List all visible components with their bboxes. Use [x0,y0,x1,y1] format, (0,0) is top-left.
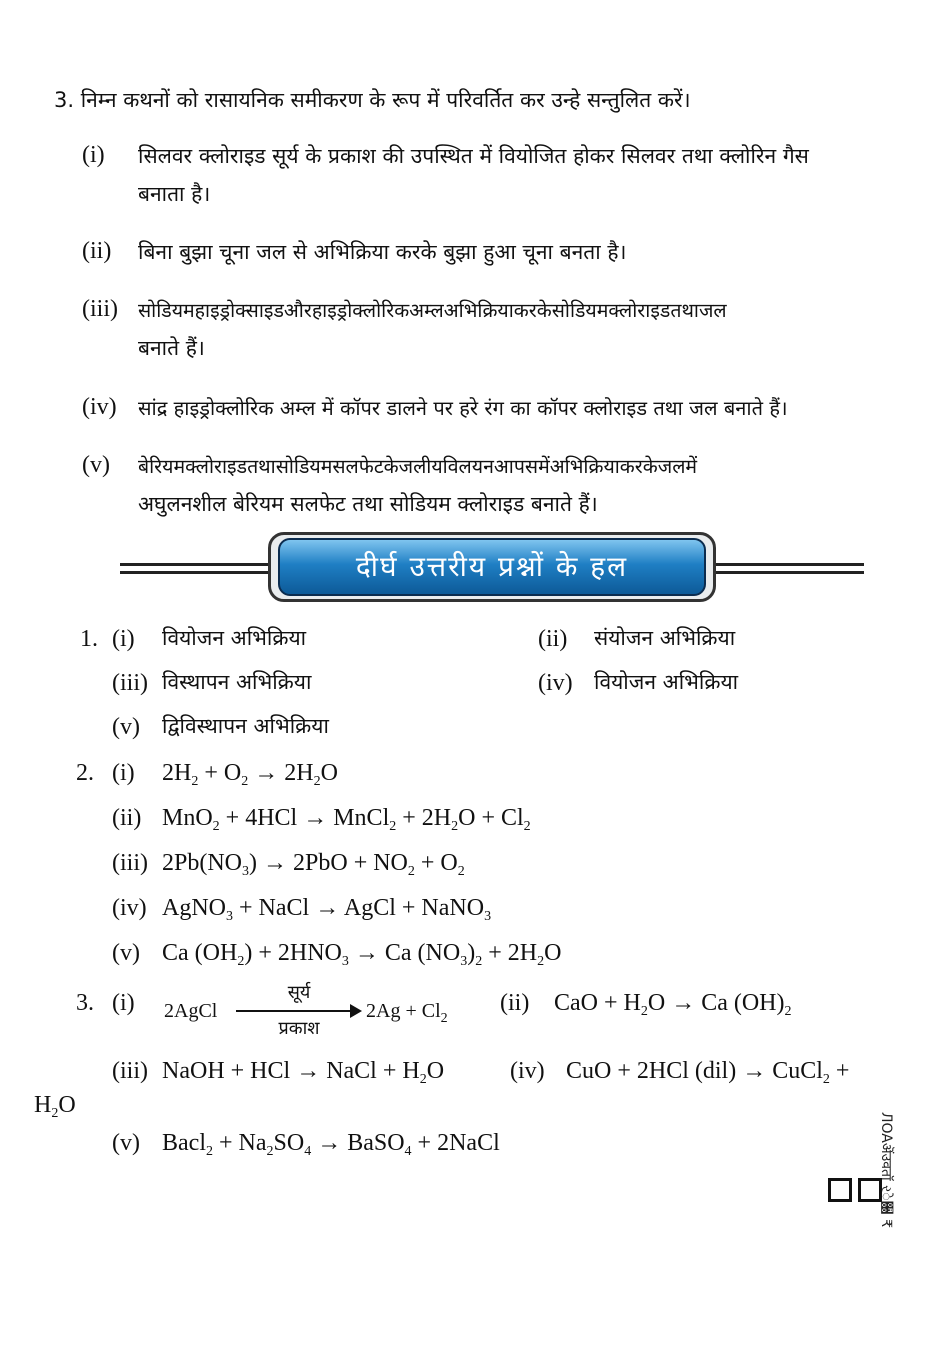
answer-number: 2. [76,760,94,786]
answer-item-num: (iii) [112,1058,148,1084]
banner-rule-left [120,571,270,574]
arrow-condition-top: सूर्य [287,982,311,1003]
arrow-condition-bottom: प्रकाश [278,1018,320,1039]
answer-item-text: विस्थापन अभिक्रिया [162,670,312,694]
exercise-3-heading [54,86,691,114]
equation: MnO$_2$ + 4HCl → MnCl$_2$ + $2H_2O + Cl_2$ [162,805,531,834]
answer-number: 3. [76,990,94,1016]
equation: Ca $(OH_2) + 2HNO_3 \to Ca$ $(NO_3)_2 + 2H_2O$ [162,940,562,969]
banner-rule-left [120,563,270,566]
answer-item-num: (v) [112,1130,140,1156]
item-line: बिना बुझा चूना जल से अभिक्रिया करके बुझा हुआ चूना बनता है। [138,240,627,264]
answer-item-num: (i) [112,626,135,652]
item-line: सांद्र हाइड्रोक्लोरिक अम्ल में कॉपर डालने पर हरे रंग का कॉपर क्लोराइड तथा जल बनाते हैं। [138,396,788,420]
item-line: सोडियमहाइड्रोक्साइडऔरहाइड्रोक्लोरिकअम्लअभिक्रियाकरकेसोडियमक्लोराइडतथाजल [138,299,727,322]
answer-item-num: (iv) [538,670,573,696]
item-num: (iv) [82,394,117,420]
answer-item-text: वियोजन अभिक्रिया [594,670,739,694]
exercise-heading-text: निम्न कथनों को रासायनिक समीकरण के रूप में परिवर्तित कर उन्हे सन्तुलित करें। [80,88,691,112]
side-margin-text: ЛOAऄंउवतॉ રे਀ ₹ [878,1112,894,1228]
reaction-arrow [236,980,362,1042]
answer-item-num: (iv) [112,895,147,921]
equation-reactant: 2AgCl [164,1000,218,1022]
equation: AgNO$_3$ + NaCl → AgCl + NaNO$_3$ [162,895,492,924]
answer-item-num: (ii) [538,626,568,652]
answer-item-num: (ii) [500,990,530,1016]
answer-item-num: (ii) [112,805,142,831]
item-num: (v) [82,452,110,478]
item-line: अघुलनशील बेरियम सलफेट तथा सोडियम क्लोराइड बनाते हैं। [138,492,598,516]
item-line: बनाते हैं। [138,336,205,360]
section-banner: दीर्घ उत्तरीय प्रश्नों के हल [278,538,706,596]
exercise-number: 3. [54,88,75,112]
equation: $2H_2 + O_2 \to 2H_2O$ [162,760,338,789]
equation: Bacl$_2$ + $Na_2SO_4$ → BaSO$_4$ + 2NaCl [162,1130,500,1159]
equation-continuation: $H_2O$ [34,1092,76,1121]
equation: NaOH + HCl → NaCl + $H_2O$ [162,1058,445,1087]
equation-product: $2Ag + Cl_2$ [366,1000,448,1026]
item-num: (ii) [82,238,112,264]
arrow-line [236,1010,354,1012]
answer-item-num: (v) [112,714,140,740]
answer-item-num: (iii) [112,670,148,696]
equation: CaO + $H_2O \to Ca$ $(OH)_2$ [554,990,792,1019]
item-line: बनाता है। [138,182,211,206]
answer-item-num: (i) [112,760,135,786]
answer-number: 1. [80,626,98,652]
answer-item-num: (v) [112,940,140,966]
banner-rule-right [714,563,864,566]
item-num: (iii) [82,296,118,322]
equation: CuO + 2HCl (dil) → CuCl$_2$ + [566,1058,850,1087]
item-line: सिलवर क्लोराइड सूर्य के प्रकाश की उपस्थित में वियोजित होकर सिलवर तथा क्लोरिन गैस [138,144,809,168]
answer-item-num: (iv) [510,1058,545,1084]
answer-item-text: संयोजन अभिक्रिया [594,626,736,650]
end-box-icon [828,1178,852,1202]
answer-item-num: (i) [112,990,135,1016]
banner-rule-right [714,571,864,574]
item-line: बेरियमक्लोराइडतथासोडियमसलफेटकेजलीयविलयनआपसमेंअभिक्रियाकरकेजलमें [138,455,698,478]
item-num: (i) [82,142,105,168]
answer-item-num: (iii) [112,850,148,876]
answer-item-text: वियोजन अभिक्रिया [162,626,307,650]
equation: $2Pb(NO_3) \to 2PbO + NO_2 + O_2$ [162,850,465,879]
answer-item-text: द्विविस्थापन अभिक्रिया [162,714,329,738]
